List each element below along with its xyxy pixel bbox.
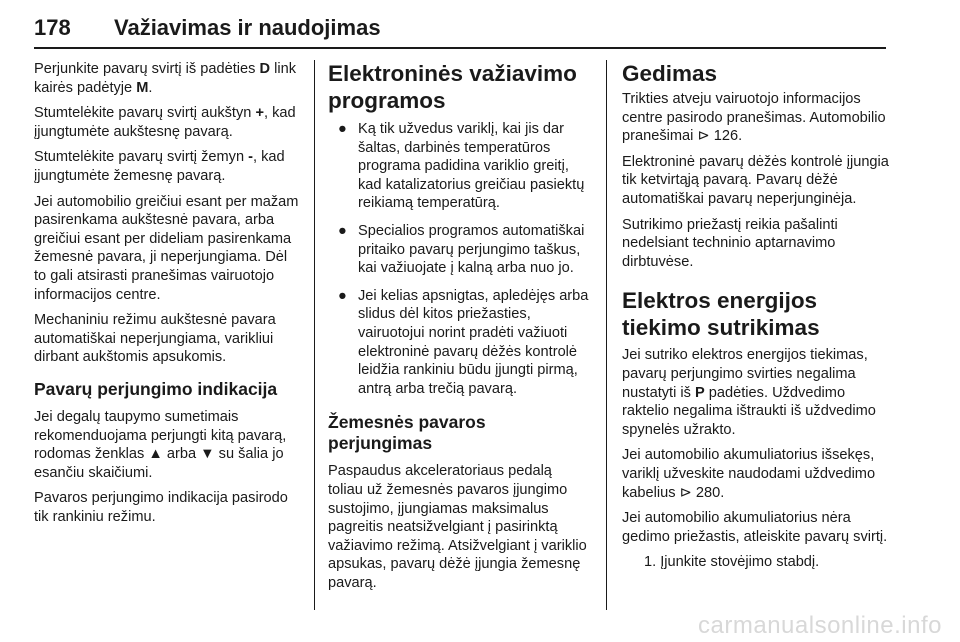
- step-number: 1.: [644, 554, 657, 571]
- arrow-down-icon: ▼: [200, 446, 215, 463]
- column-divider: [606, 60, 607, 610]
- bullet-list: [328, 120, 590, 398]
- paragraph: Jei automobilio greičiui esant per mažam pasirenkama aukštesnė pavara, arba greičiui esant per dideliam pasirenkama žemesnė pavara, ji neperjungiama. Dėl to gali atsirasti pranešimas vairuotojo informacijos centre.: [34, 193, 299, 303]
- bullet-icon: ●: [338, 287, 347, 304]
- paragraph: Stumtelėkite pavarų svirtį aukštyn +, kad įjungtumėte aukštesnę pavarą.: [34, 105, 296, 140]
- arrow-up-icon: ▲: [148, 446, 163, 463]
- section-heading: Pavarų perjungimo indikacija: [34, 378, 278, 399]
- bullet-icon: ●: [338, 222, 347, 239]
- section-heading: Gedimas: [622, 61, 718, 86]
- page-reference-icon: ⊳: [679, 484, 692, 501]
- watermark: carmanualsonline.info: [698, 612, 942, 639]
- paragraph: Pavaros perjungimo indikacija pasirodo tik rankiniu režimu.: [34, 490, 288, 525]
- column-divider: [314, 60, 315, 610]
- section-heading: Elektros energijos tiekimo sutrikimas: [622, 288, 820, 341]
- paragraph: Stumtelėkite pavarų svirtį žemyn -, kad įjungtumėte žemesnę pavarą.: [34, 149, 285, 184]
- paragraph: Mechaniniu režimu aukštesnė pavara automatiškai neperjungiama, varikliui dirbant aukštomis apsukomis.: [34, 312, 276, 366]
- bullet-icon: ●: [338, 121, 347, 137]
- list-item: ● Specialios programos automatiškai pritaiko pavarų perjungimo taškus, kai važiuojate į kalną arba nuo jo.: [338, 222, 585, 277]
- list-item: ● Jei kelias apsnigtas, apledėjęs arba slidus dėl kitos priežasties, vairuotojui norint pradėti važiuoti elektroninė pavarų dėžės kontrolė leidžia rankiniu būdu įjungti pirmą, antrą arba trečią pavarą.: [338, 287, 589, 397]
- paragraph: Jei degalų taupymo sumetimais rekomenduojama perjungti kitą pavarą, rodomas ženklas ▲ arba ▼ su šalia jo esančiu skaičiumi.: [34, 408, 287, 481]
- paragraph: Jei sutriko elektros energijos tiekimas, pavarų perjungimo svirties negalima nustatyti iš P padėties. Uždvedimo raktelio negalima ištraukti iš uždvedimo spynelės užrakto.: [622, 347, 876, 438]
- section-heading: Žemesnės pavaros perjungimas: [328, 412, 486, 454]
- paragraph: Sutrikimo priežastį reikia pašalinti nedelsiant techninio aptarnavimo dirbtuvėse.: [622, 216, 838, 270]
- paragraph: Paspaudus akceleratoriaus pedalą toliau už žemesnės pavaros įjungimo sustojimo, įjungiamas maksimalus pagreitis neatsižvelgiant į pasirinktą važiavimo režimą. Atsižvelgiant į variklio apsukas, pavarų dėžė įjungia žemesnę pavarą.: [328, 463, 587, 591]
- column-middle: [328, 60, 590, 599]
- list-item: ● Ką tik užvedus variklį, kai jis dar šaltas, darbinės temperatūros programa padidina variklio greitį, kad katalizatorius greičiau pasiektų reikiamą temperatūrą.: [338, 121, 585, 212]
- paragraph: Perjunkite pavarų svirtį iš padėties D link kairės padėtyje M.: [34, 61, 296, 96]
- paragraph: Jei automobilio akumuliatorius išsekęs, variklį užveskite naudodami uždvedimo kabelius ⊳ 280.: [622, 447, 876, 501]
- page-number: 178: [34, 15, 71, 40]
- paragraph: Jei automobilio akumuliatorius nėra gedimo priežastis, atleiskite pavarų svirtį.: [622, 510, 888, 545]
- paragraph: Elektroninė pavarų dėžės kontrolė įjungia tik ketvirtąją pavarą. Pavarų dėžė automatiškai pavarų neperjunginėja.: [622, 153, 889, 207]
- page-reference-icon: ⊳: [697, 128, 710, 145]
- list-item: 1. Įjunkite stovėjimo stabdį.: [644, 554, 820, 571]
- paragraph: Trikties atveju vairuotojo informacijos centre pasirodo pranešimas. Automobilio pranešimai ⊳ 126.: [622, 91, 886, 145]
- page-header: [34, 9, 886, 49]
- running-title: Važiavimas ir naudojimas: [114, 15, 381, 40]
- column-left: [34, 60, 302, 533]
- column-right: [622, 60, 890, 572]
- section-heading: Elektroninės važiavimo programos: [328, 61, 577, 113]
